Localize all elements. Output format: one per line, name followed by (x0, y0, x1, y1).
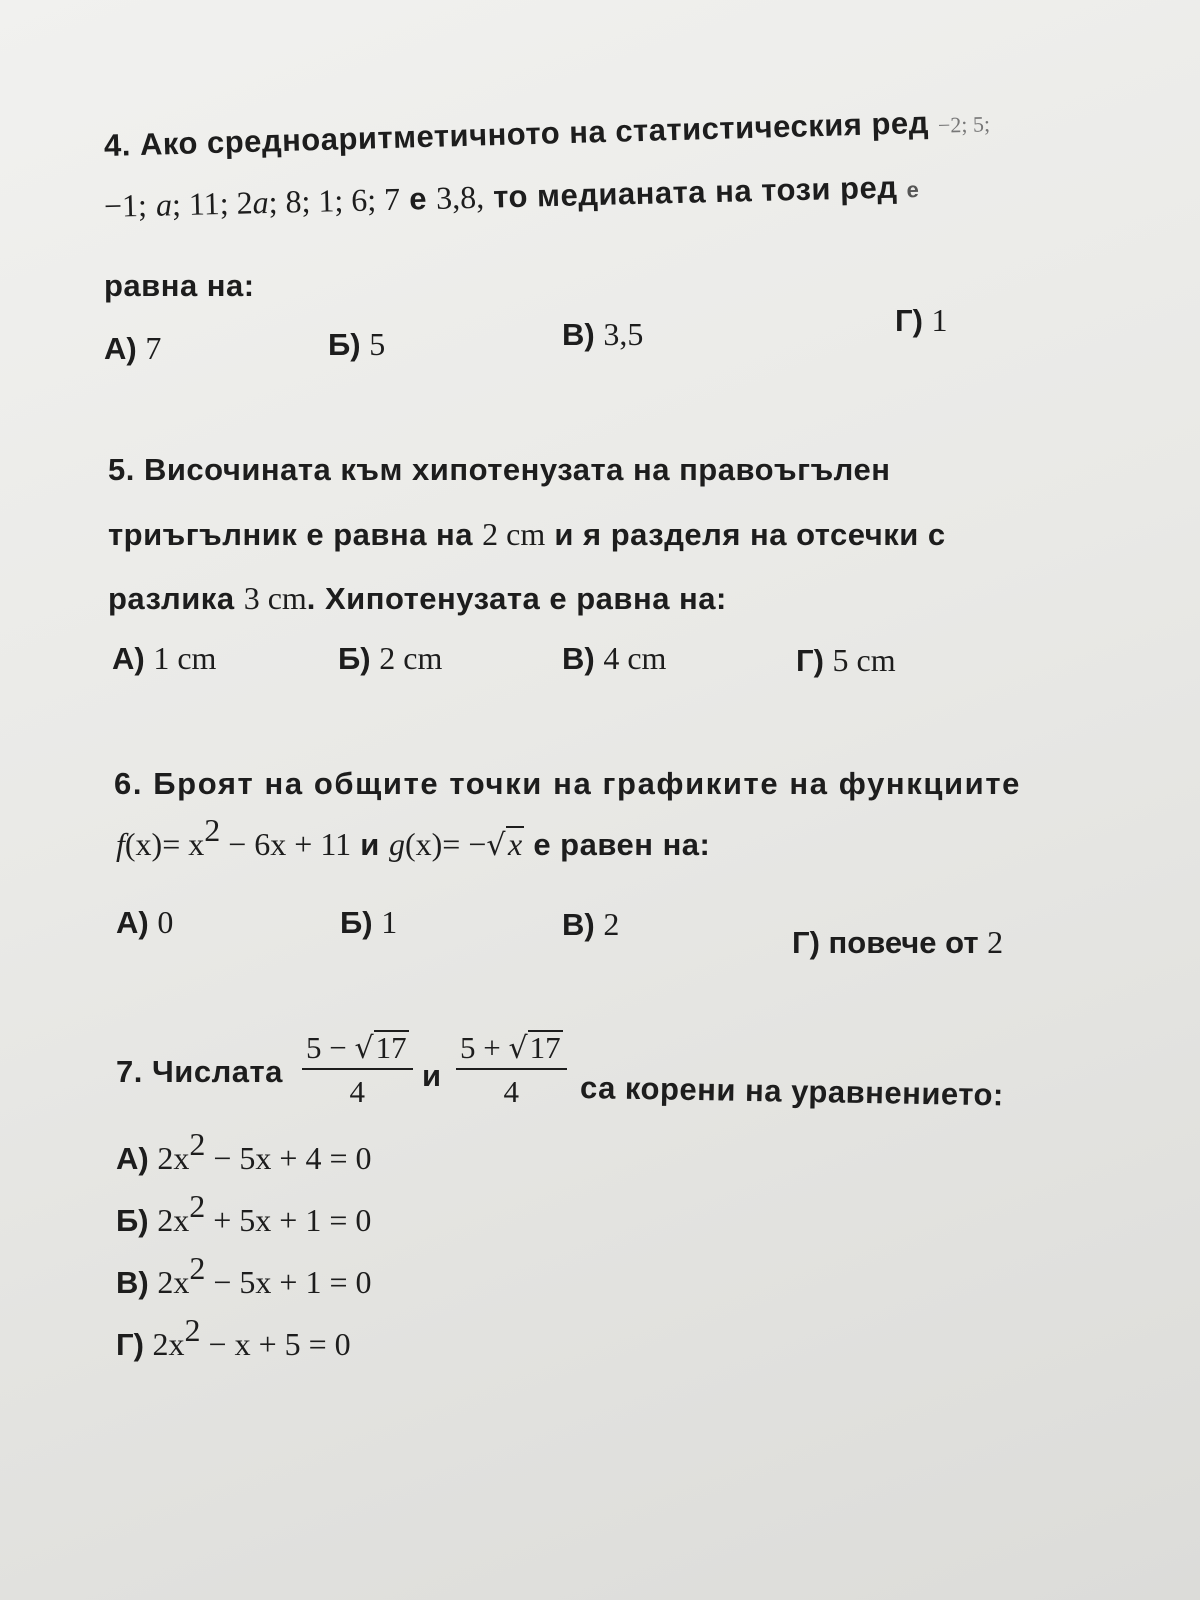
q7-option-d-pre: 2x (152, 1326, 185, 1362)
sqrt-icon: √ (508, 1031, 528, 1066)
q7-fraction-2-numerator (456, 1030, 567, 1070)
q7-fraction-1-denominator: 4 (349, 1074, 366, 1109)
q6-g-name: g (388, 826, 405, 862)
sqrt-icon: √ (354, 1031, 374, 1066)
q7-option-a[interactable] (116, 1126, 372, 1177)
q4-seq-start: −1; (103, 186, 148, 224)
q7-option-c-exp: 2 (189, 1250, 206, 1286)
q7-fraction-1 (302, 1030, 413, 1110)
q5-option-d-label: Г) (796, 643, 824, 678)
q4-var-a2: a (252, 183, 270, 221)
q6-f-eq: = x (162, 826, 205, 862)
q7-option-c-label: В) (116, 1265, 149, 1300)
q7-option-a-post: − 5x + 4 = 0 (205, 1140, 372, 1176)
q5-option-c-value: 4 cm (603, 640, 667, 676)
q7-fraction-2-denominator: 4 (503, 1074, 520, 1109)
q5-option-a-label: А) (112, 641, 145, 676)
q5-option-a[interactable] (112, 640, 216, 677)
q5-option-b-label: Б) (338, 641, 371, 676)
q7-option-c[interactable] (116, 1250, 372, 1301)
q6-g-arg: (x) (404, 826, 443, 862)
q4-option-d-label: Г) (895, 303, 923, 338)
q6-line-2 (116, 812, 711, 863)
q7-option-b-label: Б) (116, 1203, 149, 1238)
q4-cut-2: е (906, 177, 920, 203)
q5-line-1 (108, 452, 890, 488)
q7-fraction-1-numerator (302, 1030, 413, 1070)
q6-text-1: Броят на общите точки на графиките на функциите (153, 766, 1021, 801)
q6-option-c-value: 2 (603, 906, 620, 942)
q7-fraction-2-num-a: 5 + (460, 1030, 501, 1065)
q7-option-b-pre: 2x (157, 1202, 190, 1238)
q6-option-a[interactable] (116, 904, 173, 941)
q7-option-d[interactable] (116, 1312, 351, 1363)
q7-option-c-pre: 2x (157, 1264, 190, 1300)
q5-option-d[interactable] (796, 642, 896, 679)
q4-line-2 (104, 168, 920, 225)
q4-option-c-value: 3,5 (603, 316, 644, 352)
q5-option-b-value: 2 cm (379, 640, 443, 676)
q7-option-b-post: + 5x + 1 = 0 (205, 1202, 372, 1238)
q5-difference-value: 3 cm (243, 580, 307, 616)
q6-option-a-value: 0 (157, 904, 174, 940)
q4-text-2: то медианата на този ред (492, 169, 898, 215)
q4-seq-end: ; 8; 1; 6; 7 (268, 180, 401, 220)
q5-option-a-value: 1 cm (153, 640, 217, 676)
q4-mean-value: 3,8, (435, 178, 485, 216)
q5-height-value: 2 cm (482, 516, 546, 552)
q7-option-b[interactable] (116, 1188, 372, 1239)
q4-option-c-label: В) (562, 317, 595, 352)
q4-number: 4. (103, 127, 132, 163)
q5-number: 5. (108, 452, 135, 487)
q5-text-2a: триъгълник е равна на (108, 517, 474, 552)
q4-option-c[interactable] (562, 316, 643, 353)
q7-text-2: са корени на уравнението: (579, 1070, 1005, 1113)
q6-line-1 (114, 766, 1021, 802)
q6-tail: е равен на: (533, 827, 711, 862)
q5-option-c-label: В) (562, 641, 595, 676)
q6-f-arg: (x) (124, 826, 163, 862)
q5-option-b[interactable] (338, 640, 442, 677)
q7-fraction-1-radicand: 17 (375, 1030, 407, 1065)
q6-option-d[interactable] (792, 924, 1003, 961)
q4-line-3: равна на: (104, 268, 255, 303)
q7-option-a-label: А) (116, 1141, 149, 1176)
q7-option-d-label: Г) (116, 1327, 144, 1362)
q7-option-b-exp: 2 (189, 1188, 206, 1224)
q6-f-rest: − 6x + 11 (220, 826, 352, 862)
q4-text-1: Ако средноаритметичното на статистическия ред (139, 104, 930, 162)
q4-cut-1: −2; 5; (937, 111, 991, 138)
q4-e: е (408, 181, 428, 217)
q7-fraction-2-radicand: 17 (529, 1030, 561, 1065)
q5-option-d-value: 5 cm (832, 642, 896, 678)
sqrt-icon: √ (486, 828, 506, 863)
q4-var-a: a (155, 186, 173, 223)
q7-option-d-post: − x + 5 = 0 (200, 1326, 351, 1362)
q6-g-radicand: x (508, 826, 523, 862)
q7-option-c-post: − 5x + 1 = 0 (205, 1264, 372, 1300)
q7-and: и (422, 1058, 442, 1093)
q6-option-d-value: 2 (987, 924, 1004, 960)
q5-line-2 (108, 516, 946, 553)
q6-number: 6. (114, 766, 144, 801)
q4-option-a-label: А) (104, 331, 137, 366)
q6-f-name: f (116, 826, 125, 862)
q6-g-eq: = − (442, 826, 487, 862)
q5-option-c[interactable] (562, 640, 666, 677)
q4-option-a[interactable] (104, 330, 161, 367)
q5-text-1: Височината към хипотенузата на правоъгълен (143, 452, 891, 487)
q6-option-c[interactable] (562, 906, 619, 943)
q7-lead (116, 1054, 283, 1090)
q7-option-a-pre: 2x (157, 1140, 190, 1176)
q6-option-b-value: 1 (381, 904, 398, 940)
q4-option-a-value: 7 (145, 330, 162, 366)
q7-fraction-1-num-a: 5 − (306, 1030, 347, 1065)
q6-option-d-text: повече от (828, 925, 979, 960)
q4-option-b-value: 5 (369, 326, 386, 362)
q6-and: и (360, 827, 380, 862)
q7-option-d-exp: 2 (184, 1312, 201, 1348)
q5-text-3c: . Хипотенузата е равна на: (306, 581, 727, 616)
q7-number: 7. (116, 1054, 143, 1089)
q6-option-b[interactable] (340, 904, 397, 941)
q6-option-c-label: В) (562, 907, 595, 942)
q7-text-1: Числата (151, 1054, 283, 1089)
q4-option-d[interactable] (895, 302, 948, 339)
q6-option-b-label: Б) (340, 905, 373, 940)
q4-line-1 (103, 103, 990, 164)
q4-option-b-label: Б) (328, 327, 361, 362)
q7-option-a-exp: 2 (189, 1126, 206, 1162)
q5-text-2c: и я разделя на отсечки с (554, 517, 946, 552)
q4-seq-mid: ; 11; 2 (171, 184, 254, 223)
q5-line-3 (108, 580, 727, 617)
q5-text-3a: разлика (108, 581, 235, 616)
q6-f-exponent: 2 (204, 812, 221, 848)
q6-option-d-label: Г) (792, 925, 820, 960)
q6-option-a-label: А) (116, 905, 149, 940)
q4-option-b[interactable] (328, 326, 385, 363)
q4-option-d-value: 1 (931, 302, 948, 338)
q7-fraction-2 (456, 1030, 567, 1110)
